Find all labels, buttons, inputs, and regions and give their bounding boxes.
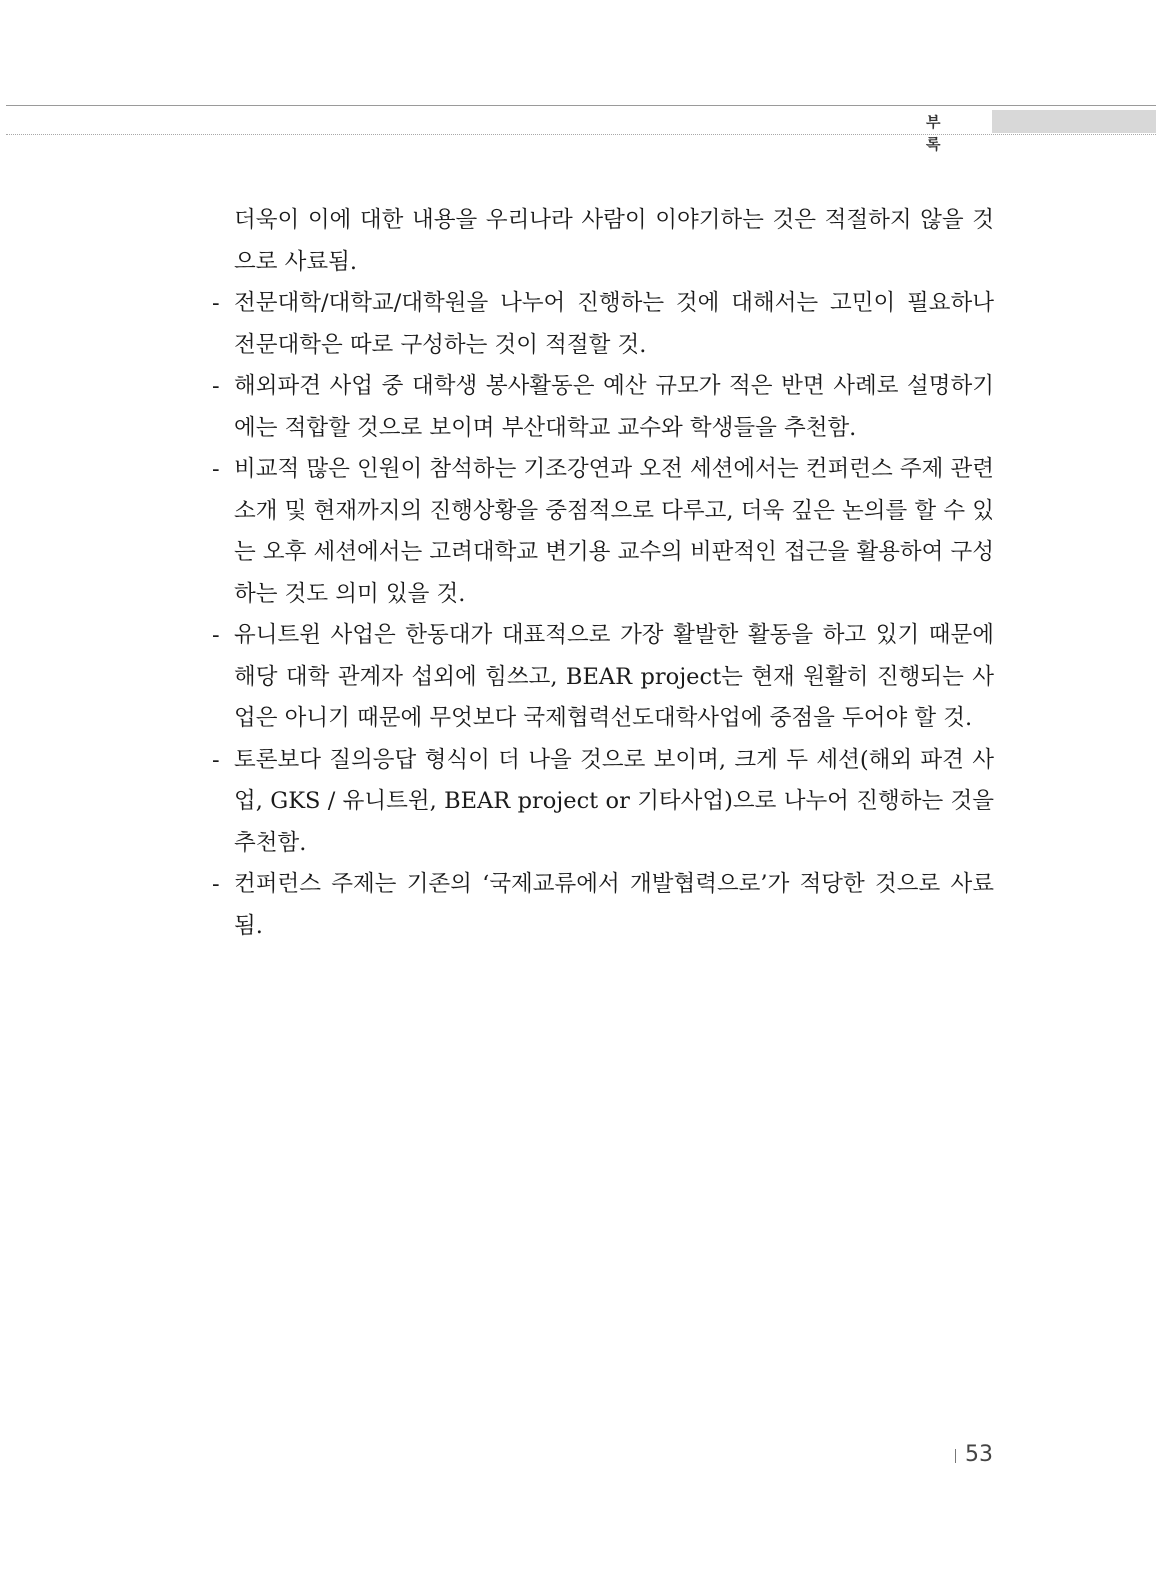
- bullet-text: 유니트윈 사업은 한동대가 대표적으로 가장 활발한 활동을 하고 있기 때문에 해당 대학 관계자 섭외에 힘쓰고, BEAR project는 현재 원활히 진행되는 사업은 아니기 때문에 무엇보다 국제협력선도대학사업에 중점을 두어야 할 것.: [234, 622, 994, 731]
- dash-marker: -: [212, 871, 220, 897]
- bullet-text: 전문대학/대학교/대학원을 나누어 진행하는 것에 대해서는 고민이 필요하나 전문대학은 따로 구성하는 것이 적절할 것.: [234, 290, 994, 358]
- bullet-text: 컨퍼런스 주제는 기존의 ‘국제교류에서 개발협력으로’가 적당한 것으로 사료됨.: [234, 871, 994, 939]
- bullet-item: [208, 283, 994, 366]
- bullet-item: [208, 366, 994, 449]
- dash-marker: -: [212, 290, 220, 316]
- bullet-item: [208, 449, 994, 615]
- bullet-text: 토론보다 질의응답 형식이 더 나을 것으로 보이며, 크게 두 세션(해외 파견 사업, GKS / 유니트윈, BEAR project or 기타사업)으로 나누어 진행하는 것을 추천함.: [234, 746, 994, 856]
- header-bar: [992, 110, 1156, 133]
- dash-marker: -: [212, 622, 220, 648]
- body-text: [208, 200, 994, 947]
- bullet-item: [208, 740, 994, 865]
- bullet-text: 해외파견 사업 중 대학생 봉사활동은 예산 규모가 적은 반면 사례로 설명하기에는 적합할 것으로 보이며 부산대학교 교수와 학생들을 추천함.: [234, 373, 994, 441]
- header-dotted-rule: [6, 134, 1156, 135]
- bullet-item: [208, 864, 994, 947]
- paragraph-continuation: [208, 200, 994, 283]
- dash-marker: -: [212, 746, 220, 773]
- bullet-item: [208, 615, 994, 740]
- page-number-divider: [955, 1449, 956, 1463]
- paragraph-text: 더욱이 이에 대한 내용을 우리나라 사람이 이야기하는 것은 적절하지 않을 것으로 사료됨.: [234, 207, 994, 275]
- bullet-text: 비교적 많은 인원이 참석하는 기조강연과 오전 세션에서는 컨퍼런스 주제 관련 소개 및 현재까지의 진행상황을 중점적으로 다루고, 더욱 깊은 논의를 할 수 있는 오후 세션에서는 고려대학교 변기용 교수의 비판적인 접근을 활용하여 구성하는 것도 의미 있을 것.: [234, 456, 994, 607]
- section-label: 부 록: [926, 113, 952, 153]
- page-number-text: 53: [965, 1442, 993, 1467]
- page-number: [955, 1440, 993, 1470]
- header-rule: [6, 105, 1156, 106]
- dash-marker: -: [212, 456, 220, 482]
- dash-marker: -: [212, 373, 220, 399]
